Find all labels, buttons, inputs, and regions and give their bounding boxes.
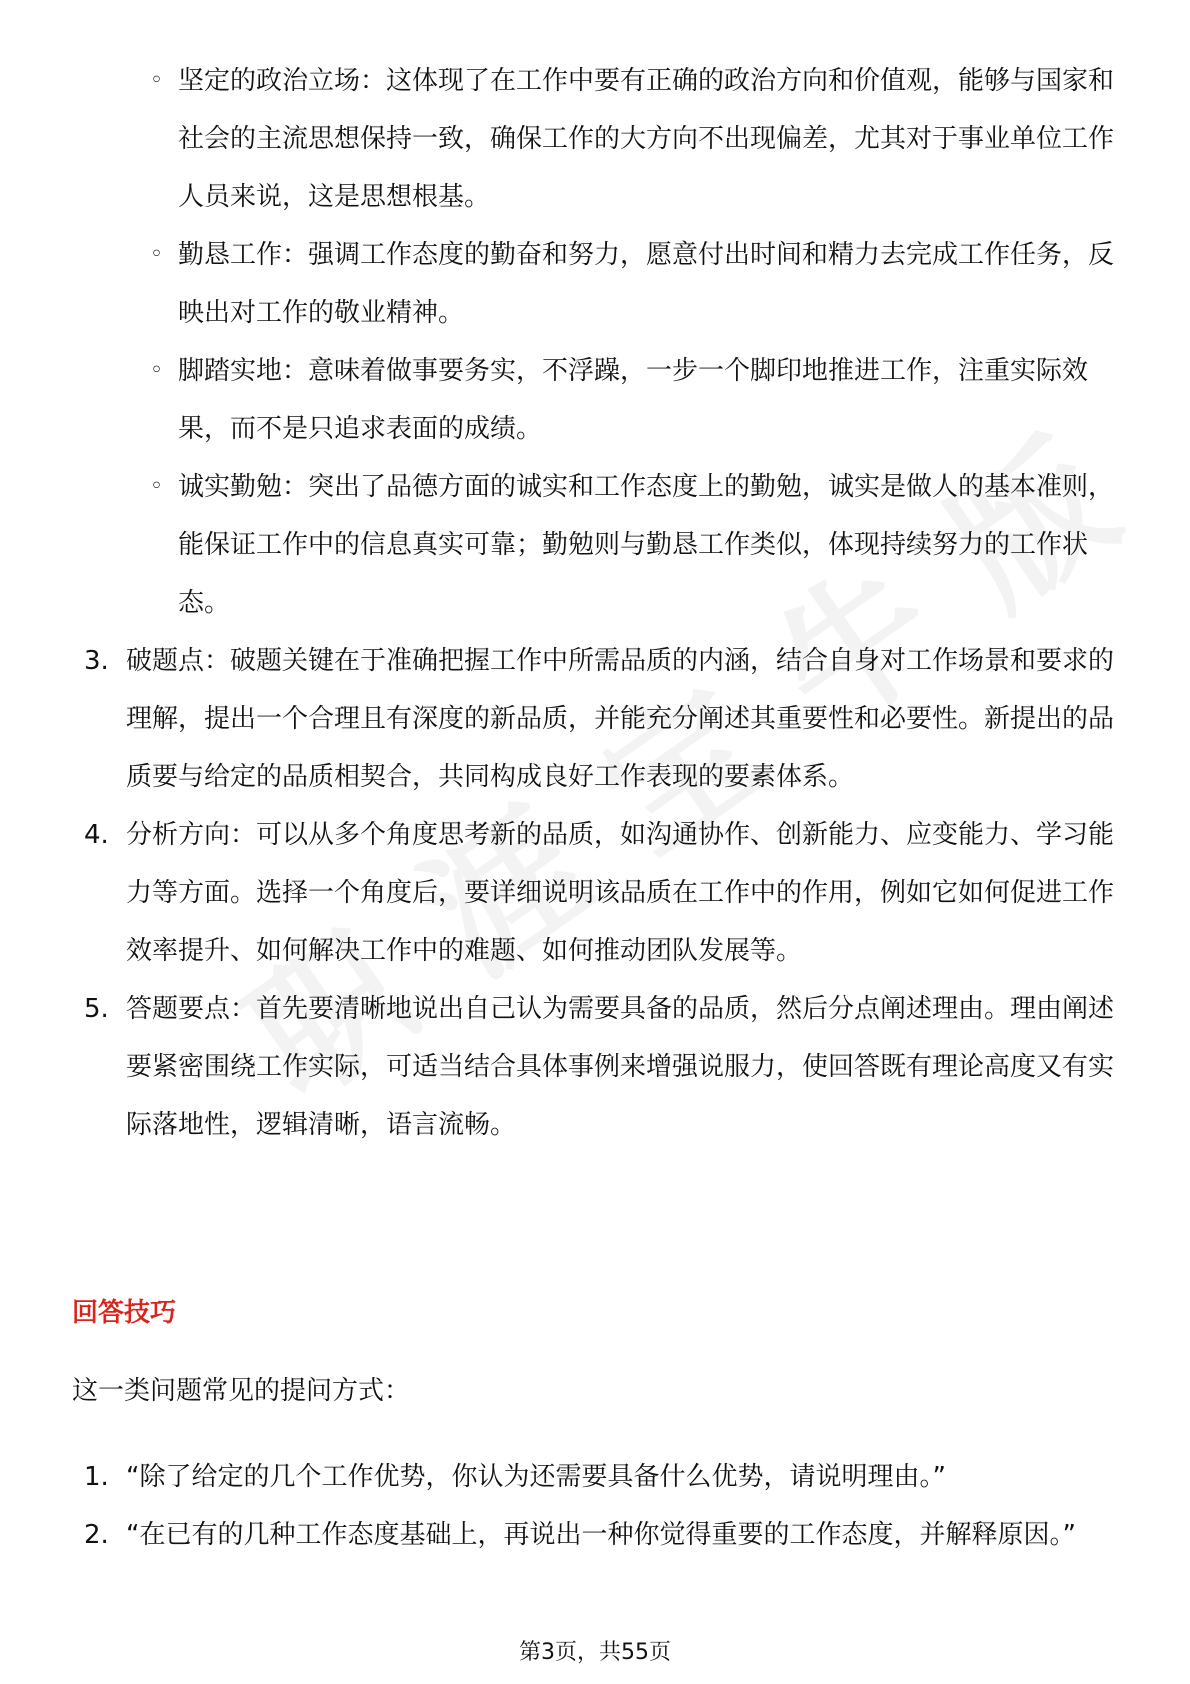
list-number: 4. — [84, 820, 109, 850]
sub-point-list — [150, 52, 1118, 632]
numbered-point-3 — [84, 632, 1116, 806]
list-number: 3. — [84, 646, 109, 676]
sub-point-diligent — [150, 226, 1118, 342]
question-list — [84, 1448, 1116, 1564]
sub-point-text: 坚定的政治立场：这体现了在工作中要有正确的政治方向和价值观，能够与国家和社会的主流思想保持一致，确保工作的大方向不出现偏差，尤其对于事业单位工作人员来说，这是思想根基。 — [178, 66, 1115, 212]
page-footer: 第3页，共55页 — [519, 1640, 671, 1665]
list-number: 1. — [84, 1462, 109, 1492]
list-number: 2. — [84, 1520, 109, 1550]
numbered-point-text: 分析方向：可以从多个角度思考新的品质，如沟通协作、创新能力、应变能力、学习能力等方面。选择一个角度后，要详细说明该品质在工作中的作用，例如它如何促进工作效率提升、如何解决工作中的难题、如何推动团队发展等。 — [126, 820, 1115, 966]
question-text: “在已有的几种工作态度基础上，再说出一种你觉得重要的工作态度，并解释原因。” — [126, 1520, 1076, 1550]
sub-point-text: 脚踏实地：意味着做事要务实，不浮躁，一步一个脚印地推进工作，注重实际效果，而不是只追求表面的成绩。 — [178, 356, 1089, 444]
bullet-icon: ◦ — [150, 474, 163, 499]
intro-text: 这一类问题常见的提问方式： — [72, 1376, 411, 1406]
bullet-icon: ◦ — [150, 242, 163, 267]
section-title: 回答技巧 — [72, 1298, 177, 1328]
sub-point-practical — [150, 342, 1118, 458]
list-number: 5. — [84, 994, 109, 1024]
numbered-point-text: 破题点：破题关键在于准确把握工作中所需品质的内涵，结合自身对工作场景和要求的理解，提出一个合理且有深度的新品质，并能充分阐述其重要性和必要性。新提出的品质要与给定的品质相契合，共同构成良好工作表现的要素体系。 — [126, 646, 1115, 792]
numbered-point-4 — [84, 806, 1116, 980]
sub-point-political — [150, 52, 1118, 226]
sub-point-text: 诚实勤勉：突出了品德方面的诚实和工作态度上的勤勉，诚实是做人的基本准则，能保证工作中的信息真实可靠；勤勉则与勤恳工作类似，体现持续努力的工作状态。 — [178, 472, 1115, 618]
bullet-icon: ◦ — [150, 358, 163, 383]
numbered-point-5 — [84, 980, 1116, 1154]
numbered-point-list — [84, 632, 1116, 1154]
question-item-2 — [84, 1506, 1116, 1564]
question-item-1 — [84, 1448, 1116, 1506]
numbered-point-text: 答题要点：首先要清晰地说出自己认为需要具备的品质，然后分点阐述理由。理由阐述要紧密围绕工作实际，可适当结合具体事例来增强说服力，使回答既有理论高度又有实际落地性，逻辑清晰，语言流畅。 — [126, 994, 1115, 1140]
question-text: “除了给定的几个工作优势，你认为还需要具备什么优势，请说明理由。” — [126, 1462, 946, 1492]
sub-point-text: 勤恳工作：强调工作态度的勤奋和努力，愿意付出时间和精力去完成工作任务，反映出对工作的敬业精神。 — [178, 240, 1115, 328]
bullet-icon: ◦ — [150, 68, 163, 93]
sub-point-honest — [150, 458, 1118, 632]
